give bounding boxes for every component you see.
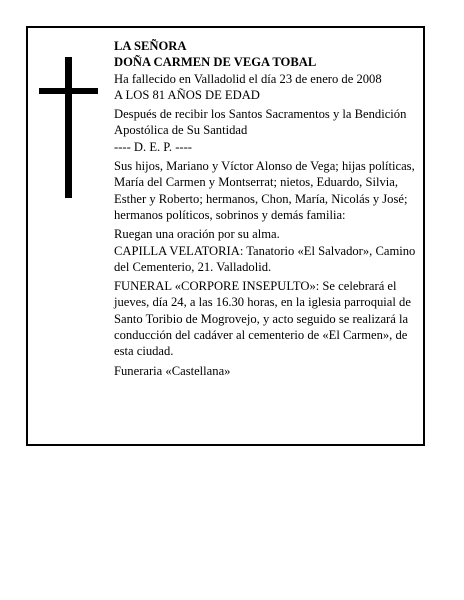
- cross-horizontal-bar: [39, 88, 98, 94]
- funeral-info: FUNERAL «CORPORE INSEPULTO»: Se celebrará el jueves, día 24, a las 16.30 horas, en la iglesia parroquial de Santo Toribio de Mogrovejo, y acto seguido se realizará la conducción del cadáver al cementerio de «El Carmen», de esta ciudad.: [114, 279, 411, 359]
- obituary-notice: [26, 26, 425, 446]
- dep-line: ---- D. E. P. ----: [114, 139, 192, 154]
- prayer-request: Ruegan una oración por su alma.: [114, 227, 280, 242]
- notice-text: [114, 38, 426, 379]
- age-statement: A LOS 81 AÑOS DE EDAD: [114, 87, 260, 102]
- funeral-home: Funeraria «Castellana»: [114, 363, 231, 378]
- chapel-info: CAPILLA VELATORIA: Tanatorio «El Salvador», Camino del Cementerio, 21. Valladolid.: [114, 243, 416, 274]
- death-statement: Ha fallecido en Valladolid el día 23 de enero de 2008: [114, 71, 382, 86]
- cross-vertical-bar: [65, 57, 72, 198]
- family-statement: Sus hijos, Mariano y Víctor Alonso de Vega; hijas políticas, María del Carmen y Montserrat; nietos, Eduardo, Silvia, Esther y Roberto; hermanos, Chon, María, Nicolás y José; hermanos políticos, sobrinos y demás familia:: [114, 159, 415, 222]
- deceased-name: DOÑA CARMEN DE VEGA TOBAL: [114, 55, 317, 70]
- sacraments-statement: Después de recibir los Santos Sacramentos y la Bendición Apostólica de Su Santidad: [114, 107, 407, 138]
- notice-title: LA SEÑORA: [114, 39, 187, 53]
